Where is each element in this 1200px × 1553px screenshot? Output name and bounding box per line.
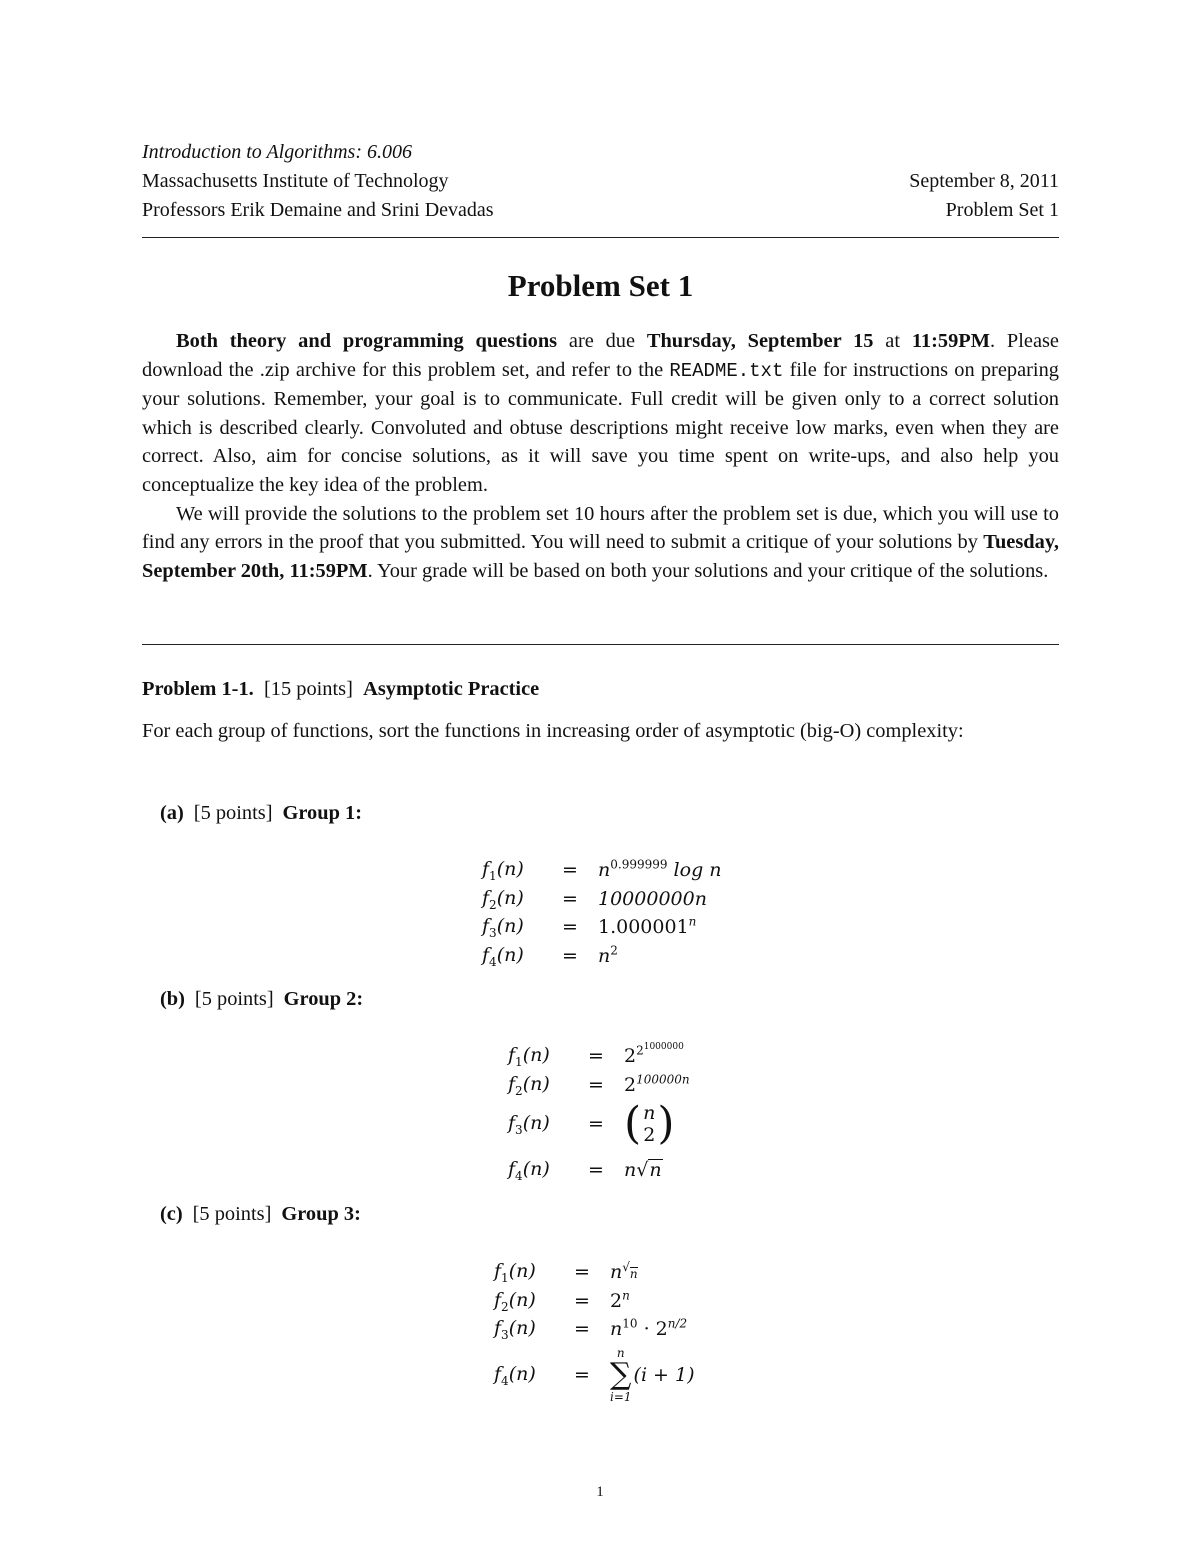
summation: n ∑ i=1 (610, 1346, 632, 1404)
pset-label: Problem Set 1 (945, 199, 1059, 221)
instructions-paragraph-1: Both theory and programming questions are due Thursday, September 15 at 11:59PM. Please download the .zip archive for this problem set, and refer to the README.txt file for instructions on preparing your solutions. Remember, your goal is to communicate. Full credit will be given only to a correct solution which is described clearly. Convoluted and obtuse descriptions might receive low marks, even when they are correct. Also, aim for concise solutions, as it will save you time spent on write-ups, and also help you conceptualize the key idea of the problem. (142, 330, 1059, 496)
course-title: Introduction to Algorithms: 6.006 (142, 141, 412, 163)
g3-f2: $f_2(n)$ = 2$^n$ (494, 1289, 630, 1314)
problem-statement: For each group of functions, sort the functions in increasing order of asymptotic (big-O) complexity: (142, 720, 964, 742)
institution: Massachusetts Institute of Technology (142, 170, 449, 192)
g1-f4: $f_4(n)$ = $n^2$ (482, 944, 618, 969)
sqrt-symbol: √ n (636, 1159, 662, 1182)
instructions-paragraph-2: We will provide the solutions to the problem set 10 hours after the problem set is due, which you will use to find any errors in the proof that you submitted. You will need to submit a critique of your solutions by Tuesday, September 20th, 11:59PM. Your grade will be based on both your solutions and your critique of the solutions. (142, 502, 1059, 582)
professors: Professors Erik Demaine and Srini Devadas (142, 199, 494, 221)
readme-filename: README.txt (669, 359, 784, 382)
g2-f1: $f_1(n)$ = $2^{21000000}$ (508, 1042, 684, 1069)
g2-f3: $f_3(n)$ = ( n 2 ) (508, 1098, 675, 1149)
handout-date: September 8, 2011 (909, 170, 1059, 192)
part-a-heading: (a) [5 points] Group 1: (160, 802, 363, 824)
g3-f1: $f_1(n)$ = n $^{√ n}$ (494, 1260, 638, 1285)
page-title: Problem Set 1 (507, 268, 694, 303)
instructions (142, 327, 1059, 585)
g1-f1: $f_1(n)$ = $n^{0.999999}$ log n (482, 858, 722, 883)
part-c-heading: (c) [5 points] Group 3: (160, 1203, 361, 1225)
problem-heading: Problem 1-1. [15 points] Asymptotic Practice (142, 678, 540, 700)
part-b-heading: (b) [5 points] Group 2: (160, 988, 364, 1010)
sqrt-symbol-small: √ n (622, 1260, 638, 1282)
g2-f4: $f_4(n)$ = n √ n (508, 1158, 662, 1183)
g3-f4: $f_4(n)$ = n ∑ i=1 (i + 1) (494, 1346, 695, 1404)
header-divider (142, 237, 1059, 238)
document-header (142, 138, 1059, 225)
page-number: 1 (596, 1484, 604, 1500)
section-divider (142, 644, 1059, 645)
binomial: ( n 2 ) (624, 1098, 675, 1149)
g1-f2: $f_2(n)$ = 10000000n (482, 887, 707, 912)
g1-f3: $f_3(n)$ = 1.000001$^n$ (482, 915, 697, 940)
g2-f2: $f_2(n)$ = $2^{100000n}$ (508, 1073, 690, 1098)
g3-f3: $f_3(n)$ = $n^{10} \cdot 2^{n/2}$ (494, 1317, 688, 1342)
